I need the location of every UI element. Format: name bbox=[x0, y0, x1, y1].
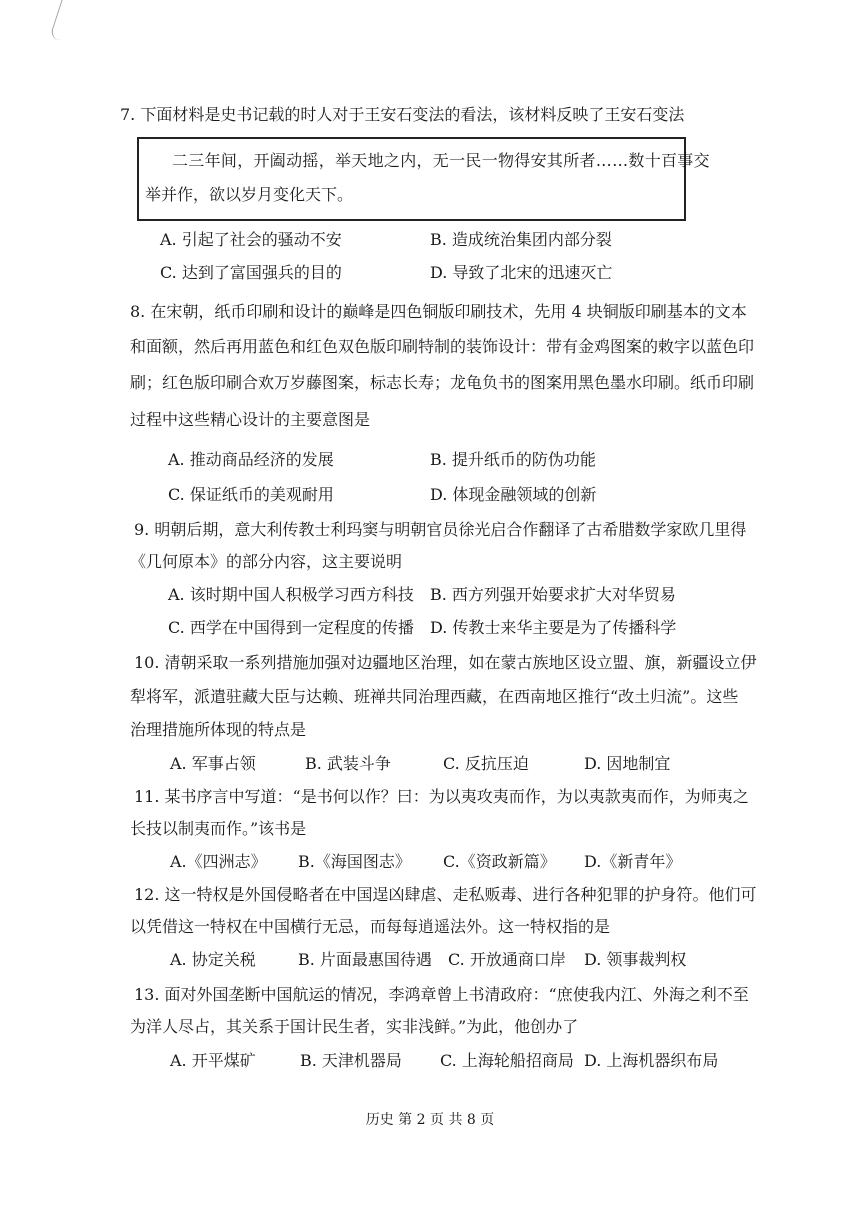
page-footer: 历史 第 2 页 共 8 页 bbox=[365, 1112, 495, 1128]
question-11-option-a: A.《四洲志》 bbox=[170, 852, 267, 871]
question-13-option-b: B. 天津机器局 bbox=[300, 1051, 402, 1070]
question-8-line2: 和面额，然后再用蓝色和红色双色版印刷特制的装饰设计：带有金鸡图案的敕字以蓝色印 bbox=[130, 337, 755, 356]
question-12-option-d: D. 领事裁判权 bbox=[584, 950, 687, 969]
question-8-option-a: A. 推动商品经济的发展 bbox=[168, 450, 334, 469]
question-10-line3: 治理措施所体现的特点是 bbox=[130, 720, 307, 739]
question-12-option-b: B. 片面最惠国待遇 bbox=[298, 950, 432, 969]
question-7-option-c: C. 达到了富国强兵的目的 bbox=[160, 263, 342, 282]
question-12-option-a: A. 协定关税 bbox=[170, 950, 256, 969]
question-12-line2: 以凭借这一特权在中国横行无忌，而每每逍遥法外。这一特权指的是 bbox=[130, 917, 611, 936]
question-9-option-a: A. 该时期中国人积极学习西方科技 bbox=[168, 585, 414, 604]
question-11-line2: 长技以制夷而作。”该书是 bbox=[130, 819, 307, 838]
question-12-line1: 12. 这一特权是外国侵略者在中国逞凶肆虐、走私贩毒、进行各种犯罪的护身符。他们可 bbox=[134, 885, 757, 904]
question-10-option-d: D. 因地制宜 bbox=[584, 754, 671, 773]
question-10-option-b: B. 武装斗争 bbox=[305, 754, 391, 773]
question-10-line1: 10. 清朝采取一系列措施加强对边疆地区治理，如在蒙古族地区设立盟、旗，新疆设立伊 bbox=[134, 653, 757, 672]
question-13-option-a: A. 开平煤矿 bbox=[170, 1051, 256, 1070]
question-8-option-c: C. 保证纸币的美观耐用 bbox=[168, 485, 334, 504]
question-13-line1: 13. 面对外国垄断中国航运的情况，李鸿章曾上书清政府：“庶使我内江、外海之利不至 bbox=[134, 985, 749, 1004]
question-11-option-b: B.《海国图志》 bbox=[298, 852, 411, 871]
question-11-line1: 11. 某书序言中写道：“是书何以作？曰：为以夷攻夷而作，为以夷款夷而作，为师夷之 bbox=[134, 787, 749, 806]
question-9-option-c: C. 西学在中国得到一定程度的传播 bbox=[168, 618, 414, 637]
question-10-option-c: C. 反抗压迫 bbox=[443, 754, 529, 773]
question-13-option-d: D. 上海机器织布局 bbox=[584, 1051, 719, 1070]
question-7-material-line1: 二三年间，开阖动摇，举天地之内，无一民一物得安其所者……数十百事交 bbox=[172, 151, 710, 170]
question-8-line1: 8. 在宋朝，纸币印刷和设计的巅峰是四色铜版印刷技术，先用 4 块铜版印刷基本的文本 bbox=[130, 302, 747, 321]
question-9-line1: 9. 明朝后期，意大利传教士利玛窦与明朝官员徐光启合作翻译了古希腊数学家欧几里得 bbox=[134, 520, 747, 539]
question-13-line2: 为洋人尽占，其关系于国计民生者，实非浅鲜。”为此，他创办了 bbox=[130, 1017, 579, 1036]
question-8-option-d: D. 体现金融领域的创新 bbox=[430, 485, 597, 504]
question-11-option-c: C.《资政新篇》 bbox=[443, 852, 556, 871]
question-9-option-d: D. 传教士来华主要是为了传播科学 bbox=[430, 618, 677, 637]
question-12-option-c: C. 开放通商口岸 bbox=[448, 950, 566, 969]
question-10-option-a: A. 军事占领 bbox=[170, 754, 256, 773]
question-7-option-a: A. 引起了社会的骚动不安 bbox=[160, 230, 342, 249]
question-8-line4: 过程中这些精心设计的主要意图是 bbox=[130, 410, 371, 429]
question-10-line2: 犁将军，派遣驻藏大臣与达赖、班禅共同治理西藏，在西南地区推行“改土归流”。这些 bbox=[130, 687, 739, 706]
question-7-stem: 7. 下面材料是史书记载的时人对于王安石变法的看法，该材料反映了王安石变法 bbox=[120, 105, 685, 124]
question-7-option-d: D. 导致了北宋的迅速灭亡 bbox=[430, 263, 613, 282]
question-8-line3: 刷；红色版印刷合欢万岁藤图案，标志长寿；龙龟负书的图案用黑色墨水印刷。纸币印刷 bbox=[130, 373, 755, 392]
question-9-line2: 《几何原本》的部分内容，这主要说明 bbox=[130, 552, 403, 571]
question-9-option-b: B. 西方列强开始要求扩大对华贸易 bbox=[430, 585, 676, 604]
question-7-material-line2: 举并作，欲以岁月变化天下。 bbox=[145, 185, 354, 204]
question-11-option-d: D.《新青年》 bbox=[584, 852, 682, 871]
question-7-option-b: B. 造成统治集团内部分裂 bbox=[430, 230, 612, 249]
question-13-option-c: C. 上海轮船招商局 bbox=[440, 1051, 574, 1070]
pen-mark bbox=[49, 0, 83, 40]
question-8-option-b: B. 提升纸币的防伪功能 bbox=[430, 450, 596, 469]
